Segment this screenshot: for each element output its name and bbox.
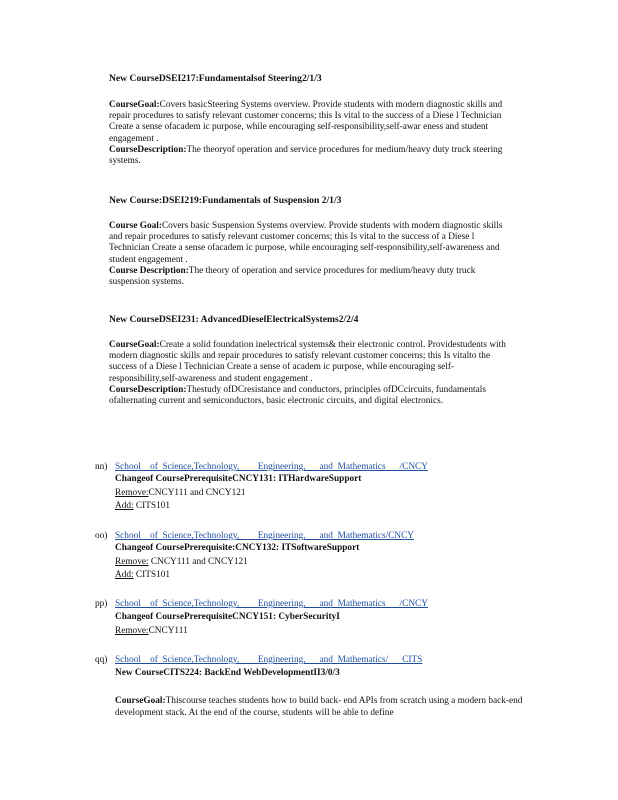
school-link[interactable]: School of Science,Technology, Engineering, and Mathematics/CNCY	[115, 531, 415, 541]
add-text: CITS101	[133, 501, 171, 511]
goal-text: Covers basic Suspension Systems overview. Provide students with modern diagnostic skills and repair procedures to satisfy relevant customer concerns; this Is vital to the success of a Diese l Technician Create a sense ofacadem ic purpose, while encouraging self-responsibility,self-awareness and student engagement .	[109, 221, 503, 265]
description-label: Course Description:	[109, 265, 189, 276]
remove-label: Remove:	[115, 488, 149, 498]
list-marker: nn)	[95, 462, 108, 472]
description-text: The theoryof operation and service procedures for medium/heavy duty truck steering systems.	[109, 144, 503, 167]
remove-line	[115, 626, 188, 638]
remove-line	[115, 488, 246, 500]
goal-label: CourseGoal:	[109, 340, 160, 350]
course-goal-dsei231	[109, 340, 509, 407]
school-link[interactable]: School of Science,Technology, Engineering, and Mathematics/ CITS	[115, 655, 423, 665]
add-text: CITS101	[133, 570, 171, 580]
description-label: CourseDescription:	[109, 384, 187, 395]
school-link[interactable]: School of Science,Technology, Engineering, and Mathematics /CNCY	[115, 462, 428, 472]
goal-text: Create a solid foundation inelectrical systems& their electronic control. Providestudents with modern diagnostic skills and repair procedures to satisfy relevant customer concerns; this Is vitalto the success of a Diese l Technician Create a sense of academ ic purpose, while encouraging self-responsibility,self-awareness and student engagement .	[109, 340, 506, 384]
course-header-dsei217: New CourseDSEI217:Fundamentalsof Steering2/1/3	[109, 73, 322, 84]
course-goal-dsei219	[109, 221, 509, 288]
description-text: The theory of operation and service procedures for medium/heavy duty truck suspension systems.	[109, 265, 476, 288]
course-goal-dsei217	[109, 100, 509, 167]
description-text: Thestudy ofDCresistance and conductors, principles ofDCcircuits, fundamentals ofalternating current and semiconductors, basic electronic circuits, and digital electronics.	[109, 384, 486, 407]
change-title: Changeof CoursePrerequisiteCNCY131: ITHardwareSupport	[115, 474, 362, 484]
new-course-title: New CourseCITS224: BackEnd WebDevelopmentII3/0/3	[115, 668, 340, 678]
description-label: CourseDescription:	[109, 144, 187, 155]
change-title: Changeof CoursePrerequisiteCNCY151: CyberSecurityI	[115, 612, 340, 622]
school-link[interactable]: School of Science,Technology, Engineering, and Mathematics /CNCY	[115, 599, 428, 609]
remove-label: Remove:	[115, 557, 149, 567]
list-marker: pp)	[95, 599, 108, 609]
course-header-dsei219: New Course:DSEI219:Fundamentals of Suspension 2/1/3	[109, 195, 342, 206]
remove-label: Remove:	[115, 626, 149, 636]
list-marker: oo)	[95, 531, 108, 541]
add-label: Add:	[115, 570, 134, 580]
add-label: Add:	[115, 501, 134, 511]
goal-text: Thiscourse teaches students how to build back- end APIs from scratch using a modern back-end development stack. At the end of the course, students will be able to define	[115, 696, 523, 718]
list-marker: qq)	[95, 655, 108, 665]
remove-text: CNCY111	[148, 626, 188, 636]
remove-text: CNCY111 and CNCY121	[148, 488, 246, 498]
remove-line	[115, 557, 248, 569]
goal-text: Covers basicSteering Systems overview. Provide students with modern diagnostic skills and repair procedures to satisfy relevant customer concerns; this Is vital to the success of a Diese l Technician Create a sense ofacadem ic purpose, while encouraging self-responsibility,self-awar eness and student engagement .	[109, 100, 503, 144]
goal-label: Course Goal:	[109, 221, 162, 231]
course-header-dsei231: New CourseDSEI231: AdvancedDieselElectricalSystems2/2/4	[109, 314, 359, 325]
change-title: Changeof CoursePrerequisite:CNCY132: ITSoftwareSupport	[115, 543, 360, 553]
goal-label: CourseGoal:	[109, 100, 160, 110]
course-goal-cits224	[115, 695, 523, 719]
remove-text: CNCY111 and CNCY121	[148, 557, 248, 567]
goal-label: CourseGoal:	[115, 696, 166, 706]
add-line	[115, 501, 170, 513]
add-line	[115, 570, 170, 582]
